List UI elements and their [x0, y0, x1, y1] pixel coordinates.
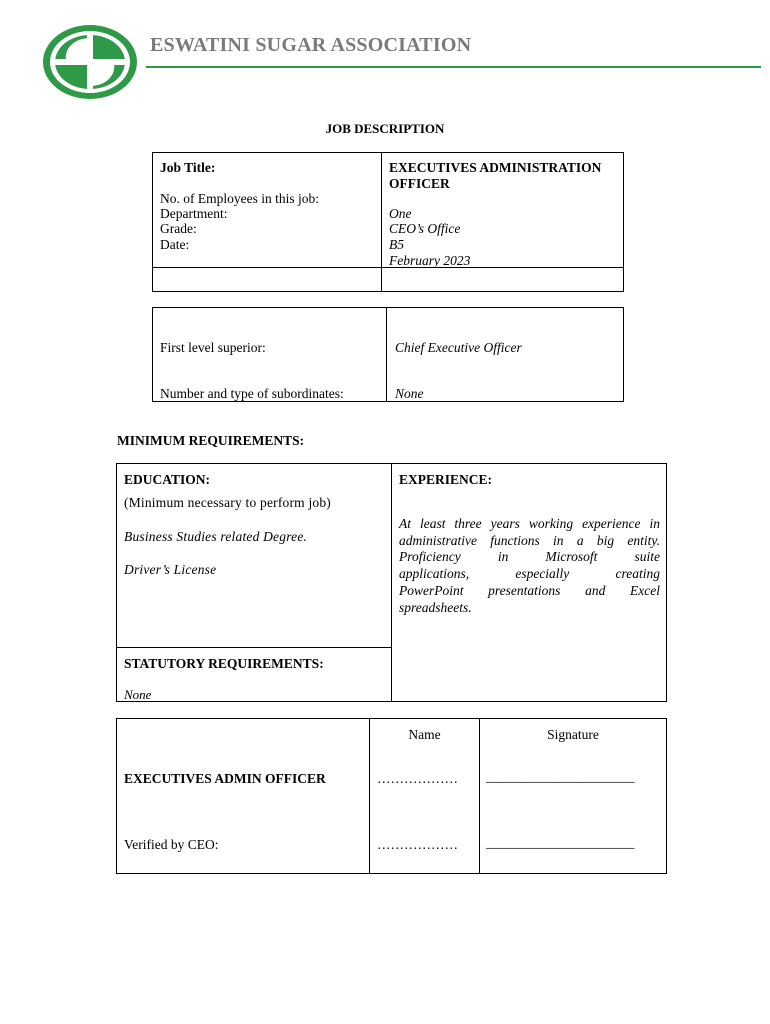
- department-label: Department:: [160, 206, 228, 221]
- education-label: EDUCATION:: [124, 472, 211, 487]
- experience-label: EXPERIENCE:: [399, 472, 493, 487]
- document-title: JOB DESCRIPTION: [325, 121, 445, 136]
- verified-by-ceo-label: Verified by CEO:: [124, 837, 219, 852]
- requirements-heading: MINIMUM REQUIREMENTS:: [117, 433, 305, 448]
- date-value: February 2023: [389, 253, 471, 268]
- subordinates-label: Number and type of subordinates:: [160, 386, 344, 401]
- esa-logo-icon: [40, 22, 140, 102]
- experience-line: At least three years working experience in: [399, 516, 660, 531]
- experience-line: applications, especially creating: [399, 566, 660, 582]
- superior-label: First level superior:: [160, 340, 266, 355]
- superior-value: Chief Executive Officer: [395, 340, 522, 355]
- ceo-signature-field: ______________________: [486, 835, 635, 850]
- education-item-degree: Business Studies related Degree.: [124, 529, 308, 544]
- job-info-row-divider: [152, 267, 624, 268]
- grade-value: B5: [389, 237, 404, 252]
- experience-line: administrative functions in a big entity.: [399, 532, 660, 548]
- job-title-label: Job Title:: [160, 160, 216, 175]
- job-info-divider: [381, 152, 382, 292]
- signature-column-header: Signature: [547, 727, 599, 742]
- officer-name-field: ………………: [377, 771, 458, 786]
- experience-text: [399, 516, 660, 616]
- experience-line: Proficiency in Microsoft suite: [399, 549, 660, 565]
- statutory-label: STATUTORY REQUIREMENTS:: [124, 656, 324, 671]
- statutory-value: None: [124, 687, 152, 702]
- requirements-divider: [391, 463, 392, 702]
- subordinates-value: None: [395, 386, 424, 401]
- organization-name: ESWATINI SUGAR ASSOCIATION: [150, 34, 472, 56]
- employees-label: No. of Employees in this job:: [160, 191, 319, 206]
- department-value: CEO’s Office: [389, 221, 461, 236]
- statutory-divider: [116, 647, 392, 648]
- header-rule: [146, 66, 761, 68]
- reporting-divider: [386, 307, 387, 402]
- job-title-value-line-2: OFFICER: [389, 176, 450, 191]
- experience-line: PowerPoint presentations and Excel: [399, 582, 660, 598]
- date-label: Date:: [160, 237, 190, 252]
- executives-admin-officer-label: EXECUTIVES ADMIN OFFICER: [124, 771, 326, 786]
- education-note: (Minimum necessary to perform job): [124, 495, 331, 510]
- grade-label: Grade:: [160, 221, 197, 236]
- education-item-license: Driver’s License: [124, 562, 217, 577]
- experience-line: spreadsheets.: [399, 599, 472, 615]
- name-column-header: Name: [408, 727, 441, 742]
- ceo-name-field: ………………: [377, 837, 458, 852]
- employees-value: One: [389, 206, 412, 221]
- officer-signature-field: ______________________: [486, 769, 635, 784]
- job-title-value-line-1: EXECUTIVES ADMINISTRATION: [389, 160, 602, 175]
